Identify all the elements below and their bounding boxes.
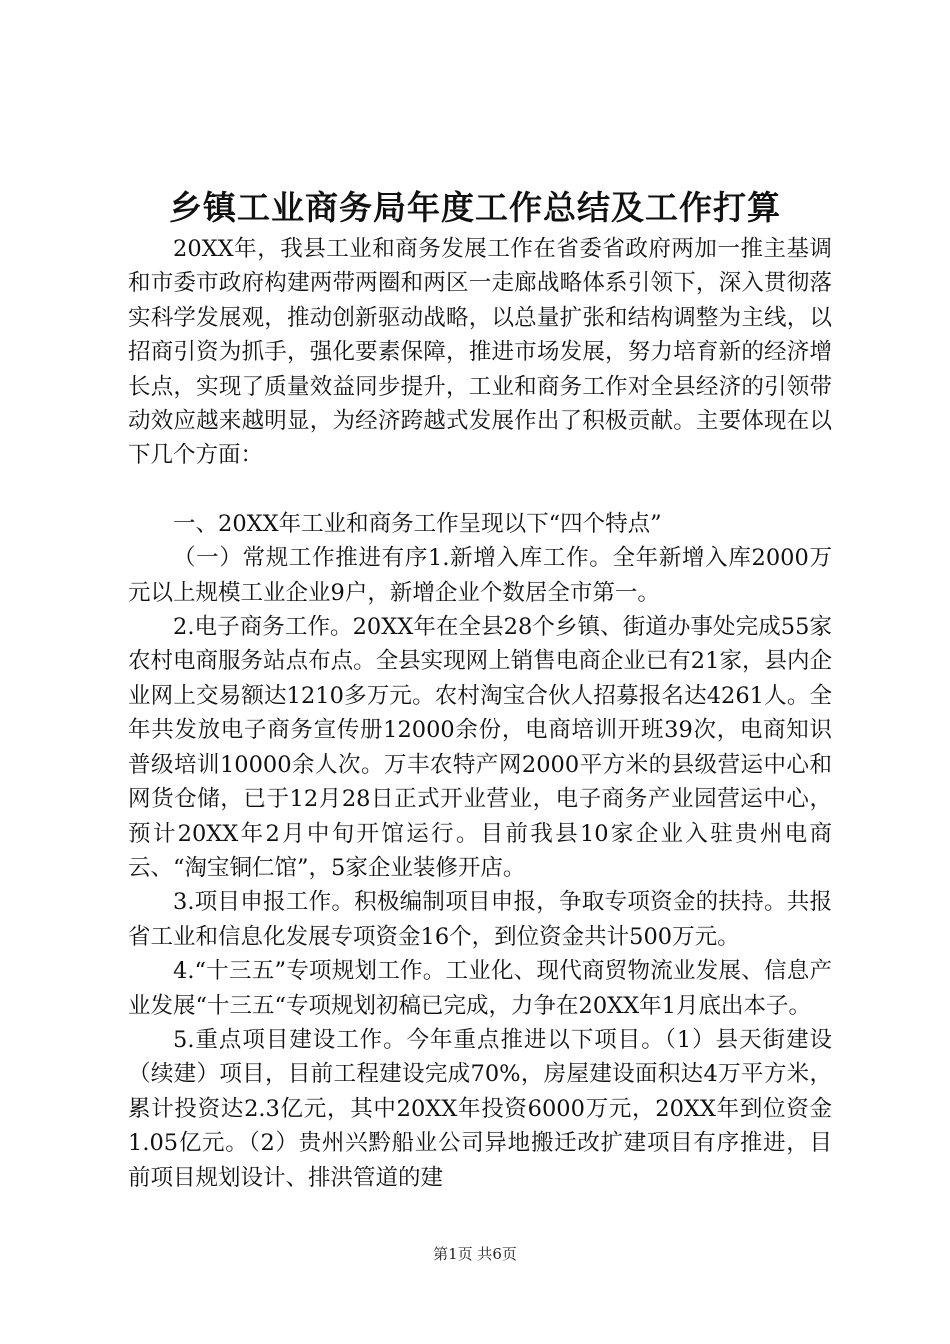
document-title: 乡镇工业商务局年度工作总结及工作打算	[169, 188, 781, 227]
intro-paragraph: 20XX年，我县工业和商务发展工作在省委省政府两加一推主基调和市委市政府构建两带两圈和两区一走廊战略体系引领下，深入贯彻落实科学发展观，推动创新驱动战略，以总量扩张和结构调整为主线，以招商引资为抓手，强化要素保障，推进市场发展，努力培育新的经济增长点，实现了质量效益同步提升，工业和商务工作对全县经济的引领带动效应越来越明显，为经济跨越式发展作出了积极贡献。主要体现在以下几个方面：	[128, 236, 832, 469]
item-paragraph-5: 5.重点项目建设工作。今年重点推进以下项目。（1）县天街建设（续建）项目，目前工程建设完成70%，房屋建设面积达4万平方米，累计投资达2.3亿元，其中20XX年投资6000万元，20XX年到位资金1.05亿元。（2）贵州兴黔船业公司异地搬迁改扩建项目有序推进，目前项目规划设计、排洪管道的建	[128, 1026, 832, 1191]
item-paragraph-1: （一）常规工作推进有序1.新增入库工作。全年新增入库2000万元以上规模工业企业9户，新增企业个数居全市第一。	[128, 545, 832, 606]
item-paragraph-2: 2.电子商务工作。20XX年在全县28个乡镇、街道办事处完成55家农村电商服务站点布点。全县实现网上销售电商企业已有21家，县内企业网上交易额达1210多万元。农村淘宝合伙人招募报名达4261人。全年共发放电子商务宣传册12000余份，电商培训开班39次，电商知识普级培训10000余人次。万丰农特产网2000平方米的县级营运中心和网货仓储，已于12月28日正式开业营业，电子商务产业园营运中心，预计20XX年2月中旬开馆运行。目前我县10家企业入驻贵州电商云、“淘宝铜仁馆”，5家企业装修开店。	[128, 614, 832, 881]
document-body	[128, 232, 832, 1195]
item-paragraph-3: 3.项目申报工作。积极编制项目申报，争取专项资金的扶持。共报省工业和信息化发展专项资金16个，到位资金共计500万元。	[128, 889, 832, 950]
page-footer: 第1页 共6页	[433, 1245, 517, 1263]
item-paragraph-4: 4.“十三五”专项规划工作。工业化、现代商贸物流业发展、信息产业发展“十三五“专项规划初稿已完成，力争在20XX年1月底出本子。	[128, 958, 832, 1019]
section-heading: 一、20XX年工业和商务工作呈现以下“四个特点”	[173, 510, 662, 537]
